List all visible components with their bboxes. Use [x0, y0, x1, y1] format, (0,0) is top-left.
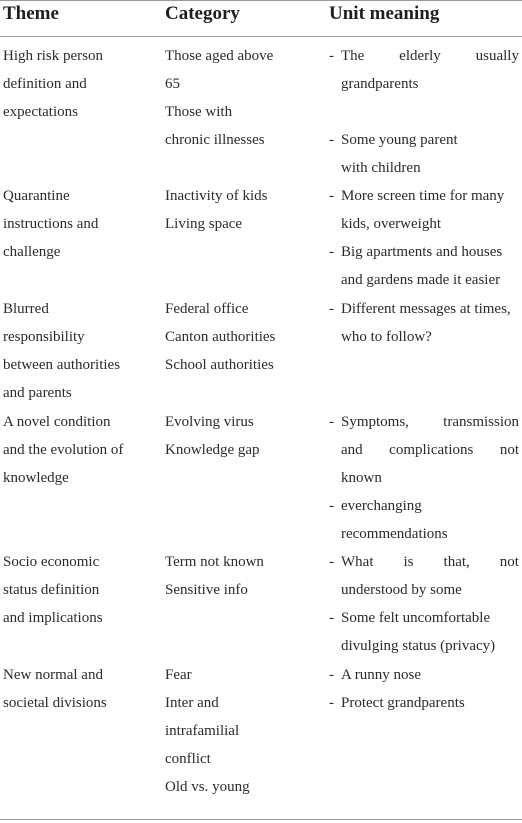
bullet-dash: -: [329, 188, 334, 204]
unit-meaning-line: A runny nose: [341, 667, 421, 683]
unit-meaning-item: [329, 182, 519, 238]
category-line: conflict: [165, 751, 211, 767]
unit-meaning-text: [341, 295, 519, 351]
category-line: Evolving virus: [165, 414, 254, 430]
category-line: Inter and: [165, 695, 219, 711]
bullet-dash: -: [329, 695, 334, 711]
header-theme: Theme: [3, 3, 59, 24]
unit-meaning-line: Protect grandparents: [341, 695, 465, 711]
category-line: Sensitive info: [165, 582, 248, 598]
theme-cell: [3, 408, 123, 492]
unit-meaning-text: [341, 182, 519, 238]
theme-cell: [3, 295, 120, 407]
unit-meaning-line: Some felt uncomfortable: [341, 610, 491, 626]
category-line: Old vs. young: [165, 779, 250, 795]
unit-meaning-line: everchanging: [341, 498, 422, 514]
theme-line: and the evolution of: [3, 442, 124, 458]
bullet-dash: -: [329, 301, 334, 317]
theme-line: expectations: [3, 104, 78, 120]
unit-meaning-text: [341, 238, 519, 294]
unit-meaning-item: [329, 548, 519, 604]
unit-meaning-text: [341, 689, 519, 717]
theme-line: High risk person: [3, 48, 103, 64]
unit-meaning-item: [329, 604, 519, 660]
theme-line: societal divisions: [3, 695, 107, 711]
unit-meaning-line: understood by some: [341, 582, 462, 598]
category-line: School authorities: [165, 357, 274, 373]
bullet-dash: -: [329, 244, 334, 260]
unit-meaning-text: [341, 548, 519, 604]
bullet-dash: -: [329, 48, 334, 64]
word: usually: [475, 48, 519, 64]
unit-meaning-line: who to follow?: [341, 329, 432, 345]
theme-cell: [3, 182, 98, 266]
top-rule: [0, 0, 522, 1]
unit-meaning-line: kids, overweight: [341, 216, 441, 232]
unit-meaning-item: [329, 238, 519, 294]
theme-line: and parents: [3, 385, 72, 401]
theme-line: responsibility: [3, 329, 85, 345]
word: transmission: [443, 414, 519, 430]
unit-meaning-text: [341, 42, 519, 98]
unit-meaning-line: Some young parent: [341, 132, 458, 148]
category-cell: [165, 408, 260, 464]
theme-line: between authorities: [3, 357, 121, 373]
unit-meaning-item: [329, 492, 519, 548]
unit-meaning-line: Big apartments and houses: [341, 244, 503, 260]
theme-cell: [3, 42, 103, 126]
unit-meaning-line: [341, 42, 519, 70]
word: complications: [389, 442, 474, 458]
category-line: 65: [165, 76, 180, 92]
word: not: [499, 554, 519, 570]
category-cell: [165, 661, 250, 801]
unit-meaning-item: [329, 689, 519, 717]
unit-meaning-line: [341, 408, 519, 436]
category-line: Living space: [165, 216, 243, 232]
bullet-dash: -: [329, 610, 334, 626]
word: is: [403, 554, 414, 570]
word: The: [341, 48, 365, 64]
theme-line: A novel condition: [3, 414, 111, 430]
category-line: Federal office: [165, 301, 249, 317]
unit-meaning-text: [341, 126, 519, 182]
category-line: Those aged above: [165, 48, 274, 64]
unit-meaning-item: [329, 661, 519, 689]
category-line: Canton authorities: [165, 329, 276, 345]
unit-meaning-text: [341, 661, 519, 689]
bullet-dash: -: [329, 554, 334, 570]
theme-line: knowledge: [3, 470, 69, 486]
category-line: Fear: [165, 667, 192, 683]
category-line: Those with: [165, 104, 233, 120]
bottom-rule: [0, 819, 522, 820]
theme-cell: [3, 661, 107, 717]
header-unit-meaning: Unit meaning: [329, 3, 440, 24]
bullet-dash: -: [329, 498, 334, 514]
unit-meaning-line: divulging status (privacy): [341, 638, 496, 654]
category-cell: [165, 42, 273, 154]
unit-meaning-item: [329, 408, 519, 492]
theme-line: Quarantine: [3, 188, 70, 204]
unit-meaning-line: and gardens made it easier: [341, 272, 501, 288]
category-line: Term not known: [165, 554, 264, 570]
theme-cell: [3, 548, 103, 632]
word: What: [341, 554, 374, 570]
unit-meaning-text: [341, 408, 519, 492]
theme-line: instructions and: [3, 216, 99, 232]
category-cell: [165, 548, 264, 604]
header-rule: [0, 36, 522, 37]
unit-meaning-text: [341, 492, 519, 548]
word: not: [499, 442, 519, 458]
unit-meaning-line: recommendations: [341, 526, 448, 542]
theme-line: challenge: [3, 244, 61, 260]
word: and: [341, 442, 363, 458]
category-line: Knowledge gap: [165, 442, 260, 458]
theme-line: New normal and: [3, 667, 103, 683]
unit-meaning-line: Different messages at times,: [341, 301, 511, 317]
category-cell: [165, 182, 267, 238]
word: elderly: [399, 48, 441, 64]
unit-meaning-line: with children: [341, 160, 421, 176]
unit-meaning-line: [341, 548, 519, 576]
category-line: intrafamilial: [165, 723, 240, 739]
word: Symptoms,: [341, 414, 409, 430]
word: that,: [443, 554, 470, 570]
theme-line: status definition: [3, 582, 100, 598]
bullet-dash: -: [329, 667, 334, 683]
unit-meaning-line: [341, 436, 519, 464]
category-line: Inactivity of kids: [165, 188, 268, 204]
unit-meaning-item: [329, 42, 519, 98]
category-line: chronic illnesses: [165, 132, 265, 148]
unit-meaning-line: known: [341, 470, 382, 486]
unit-meaning-text: [341, 604, 519, 660]
unit-meaning-line: grandparents: [341, 76, 419, 92]
theme-line: and implications: [3, 610, 103, 626]
theme-line: definition and: [3, 76, 87, 92]
bullet-dash: -: [329, 414, 334, 430]
theme-line: Blurred: [3, 301, 49, 317]
category-cell: [165, 295, 275, 379]
unit-meaning-item: [329, 295, 519, 351]
bullet-dash: -: [329, 132, 334, 148]
unit-meaning-item: [329, 126, 519, 182]
theme-line: Socio economic: [3, 554, 100, 570]
header-category: Category: [165, 3, 240, 24]
unit-meaning-line: More screen time for many: [341, 188, 505, 204]
